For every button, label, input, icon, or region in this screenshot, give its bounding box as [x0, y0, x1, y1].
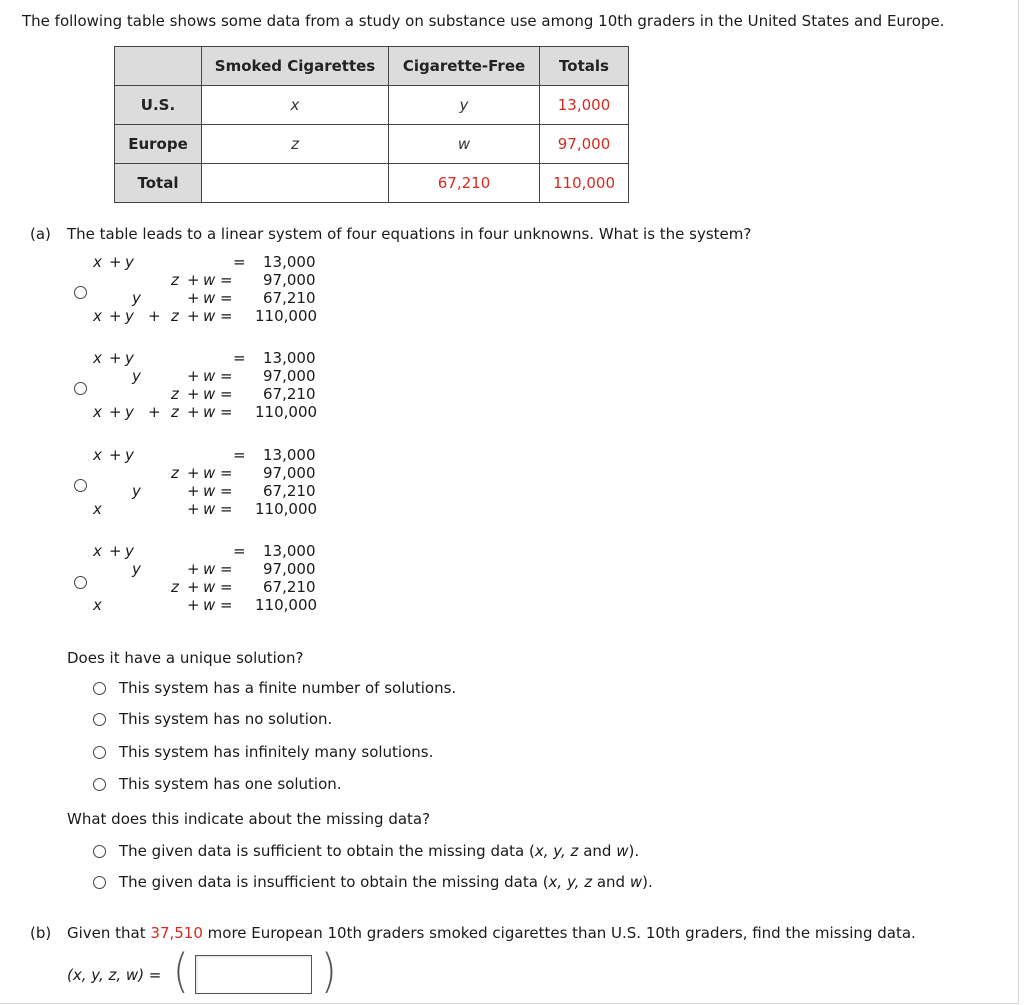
cell-europe-free: w [389, 125, 540, 164]
unique-solution-question: Does it have a unique solution? [67, 649, 304, 667]
data-table [114, 46, 629, 203]
row-header-europe: Europe [115, 125, 202, 164]
unique-option-finite-radio[interactable] [93, 682, 106, 695]
system-option-1-radio[interactable] [74, 286, 87, 299]
system-option-4-radio[interactable] [74, 576, 87, 589]
unique-option-one-radio[interactable] [93, 778, 106, 791]
part-b-question: Given that 37,510 more European 10th graders smoked cigarettes than U.S. 10th graders, find the missing data. [67, 924, 916, 942]
part-a-question: The table leads to a linear system of four equations in four unknowns. What is the system? [67, 225, 752, 243]
intro-text: The following table shows some data from a study on substance use among 10th graders in the United States and Europe. [22, 12, 945, 30]
unique-option-none-radio[interactable] [93, 713, 106, 726]
cell-total-smoked [202, 164, 389, 203]
part-b-label: (b) [30, 924, 52, 942]
system-option-3-radio[interactable] [74, 479, 87, 492]
cell-us-smoked: x [202, 86, 389, 125]
system-option-4: x + y = 13,000 y + w = 97,000 z + w = 67,210 x + w = 110,000 [93, 542, 318, 614]
answer-close-paren: ) [321, 945, 337, 999]
cell-europe-smoked: z [202, 125, 389, 164]
cell-total-free: 67,210 [389, 164, 540, 203]
missing-option-sufficient-radio[interactable] [93, 845, 106, 858]
unique-option-infinite-radio[interactable] [93, 746, 106, 759]
part-a-label: (a) [30, 225, 51, 243]
answer-input-box[interactable] [195, 955, 312, 994]
part-b-number: 37,510 [150, 924, 203, 942]
answer-lhs: (x, y, z, w) = [67, 966, 162, 984]
system-option-2: x + y = 13,000 y + w = 97,000 z + w = 67,210 x + y + z + w = 110,000 [93, 349, 318, 421]
cell-us-free: y [389, 86, 540, 125]
corner-cell [115, 47, 202, 86]
col-header-totals: Totals [540, 47, 629, 86]
col-header-smoked: Smoked Cigarettes [202, 47, 389, 86]
cell-us-total: 13,000 [540, 86, 629, 125]
row-header-total: Total [115, 164, 202, 203]
missing-option-insufficient-radio[interactable] [93, 876, 106, 889]
missing-data-question: What does this indicate about the missing data? [67, 810, 431, 828]
system-option-2-radio[interactable] [74, 382, 87, 395]
answer-open-paren: ( [173, 945, 189, 999]
col-header-free: Cigarette-Free [389, 47, 540, 86]
cell-total-total: 110,000 [540, 164, 629, 203]
cell-europe-total: 97,000 [540, 125, 629, 164]
system-option-3: x + y = 13,000 z + w = 97,000 y + w = 67,210 x + w = 110,000 [93, 446, 318, 518]
row-header-us: U.S. [115, 86, 202, 125]
system-option-1: x + y = 13,000 z + w = 97,000 y + w = 67,210 x + y + z + w = 110,000 [93, 253, 318, 325]
